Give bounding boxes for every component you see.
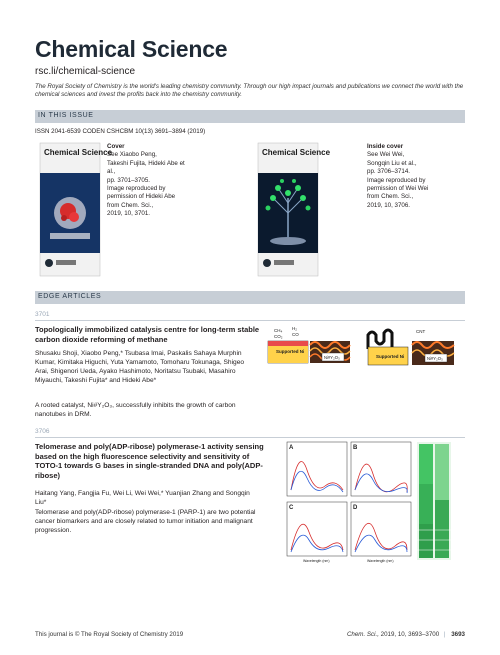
cover-line: Image reproduced by — [367, 176, 426, 184]
article-abstract: A rooted catalyst, Ni#Y₂O₃, successfully inhibits the growth of carbon nanotubes in DRM. — [35, 402, 236, 418]
article-title[interactable]: Telomerase and poly(ADP-ribose) polymerase-1 activity sensing based on the high fluorescence selectivity and sensitivity of TOTO-1 towards G bases in single-stranded DNA and poly(ADP-ribose) — [35, 442, 264, 480]
cover-line: See Wei Wei, — [367, 151, 405, 159]
journal-title: Chemical Science — [35, 36, 228, 62]
article-rule — [35, 437, 465, 438]
article-code: 3701 — [35, 311, 50, 318]
cover-line: permission of Wei Wei — [367, 185, 429, 193]
article-authors: Shusaku Shoji, Xiaobo Peng,* Tsubasa Imai, Paskalis Sahaya Murphin Kumar, Kimitaka Higuchi, Yuta Yamamoto, Tomoharu Tokunaga, Shigeo Arai, Shigenori Ueda, Ayako Hashimoto, Noritatsu Tsubaki, Masahiro Miyauchi, Takeshi Fujita* and Hideki Abe* — [35, 350, 245, 384]
article-title[interactable]: Topologically immobilized catalysis centre for long-term stable carbon dioxide reforming of methane — [35, 325, 260, 344]
article-abstract: Telomerase and poly(ADP-ribose) polymerase-1 (PARP-1) are two potential cancer biomarkers and are closely related to tumor initiation and malignant progression. — [35, 509, 256, 534]
journal-url[interactable]: rsc.li/chemical-science — [35, 66, 136, 77]
label-supported-2: Supported Ni — [376, 354, 405, 359]
article-code: 3706 — [35, 428, 50, 435]
issn-line: ISSN 2041-6539 CODEN CSHCBM 10(13) 3691–3894 (2019) — [35, 128, 206, 135]
cover-thumb-title-2: Chemical Science — [262, 148, 331, 157]
page-number: 3693 — [451, 631, 465, 638]
panel-label-c: C — [289, 505, 294, 511]
cover-line: from Chem. Sci., — [367, 193, 414, 201]
cover-thumb-title-1: Chemical Science — [44, 148, 113, 157]
cover-line: Songqin Liu et al., — [367, 159, 417, 167]
in-this-issue-heading: IN THIS ISSUE — [38, 112, 94, 119]
cover-line: from Chem. Sci., — [107, 201, 154, 209]
cover-line: See Xiaobo Peng, — [107, 151, 157, 159]
cover-line: pp. 3706–3714. — [367, 168, 411, 176]
cover-line: 2019, 10, 3706. — [367, 201, 411, 209]
label-rooted-2: Ni#Y₂O₃ — [427, 356, 443, 361]
cover-caption-2 — [367, 143, 452, 210]
cover-line: permission of Hideki Abe — [107, 193, 176, 201]
cover-line: 2019, 10, 3701. — [107, 210, 151, 218]
article-rule — [35, 320, 465, 321]
cover-image-thumbnail[interactable] — [40, 143, 113, 276]
article-graphic-fluorescence — [285, 440, 465, 570]
edge-articles-bar — [35, 291, 465, 304]
cover-caption-1 — [107, 143, 192, 219]
cover-line: Image reproduced by — [107, 185, 166, 193]
cover-line: Takeshi Fujita, Hideki Abe et al., — [107, 159, 185, 176]
cover-line: pp. 3701–3705. — [107, 176, 151, 184]
cover-label: Inside cover — [367, 143, 404, 150]
footer-ref-rest: 2019, 10, 3693–3700 — [380, 631, 440, 638]
xlabel-left: Wavelength (nm) — [303, 559, 330, 563]
label-co2: CO₂ — [274, 334, 283, 339]
inside-cover-image-thumbnail[interactable] — [258, 143, 331, 276]
edge-articles-heading: EDGE ARTICLES — [38, 293, 102, 300]
label-h2: H₂ — [292, 326, 297, 331]
xlabel-right: Wavelength (nm) — [367, 559, 394, 563]
label-co: CO — [292, 332, 299, 337]
article-authors: Haitang Yang, Fangjia Fu, Wei Li, Wei Wei,* Yuanjian Zhang and Songqin Liu* — [35, 490, 250, 506]
mission-statement: The Royal Society of Chemistry is the world's leading chemistry community. Through our high impact journals and publications we connect the world with the chemical sciences and invest the profits back into the chemistry community. — [35, 83, 464, 98]
footer-copyright: This journal is © The Royal Society of Chemistry 2019 — [35, 631, 184, 638]
footer-journal-ref: Chem. Sci., — [346, 631, 379, 638]
cover-label: Cover — [107, 143, 125, 150]
panel-label-d: D — [353, 505, 358, 511]
panel-label-b: B — [353, 445, 358, 451]
article-graphic-catalyst — [268, 325, 468, 392]
footer-citation — [347, 631, 465, 638]
footer-separator: | — [443, 631, 446, 638]
label-rooted: Ni#Y₂O₃ — [324, 355, 340, 360]
label-ch4: CH₄ — [274, 328, 283, 333]
label-supported: Supported Ni — [276, 349, 305, 354]
panel-label-a: A — [289, 445, 294, 451]
label-cnt: CNT — [416, 329, 426, 334]
in-this-issue-bar — [35, 110, 465, 123]
